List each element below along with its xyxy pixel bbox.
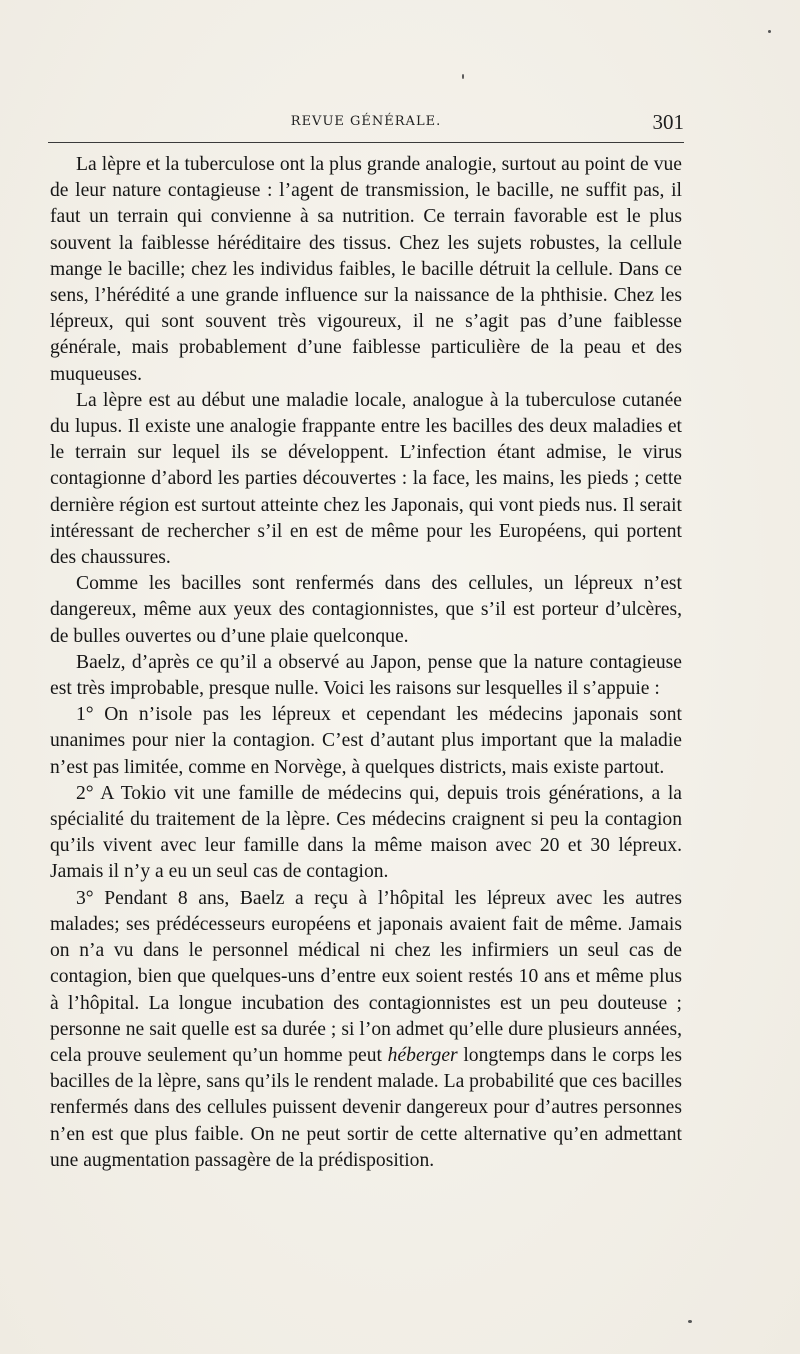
paragraph: La lèpre est au début une maladie locale, analogue à la tuberculose cutanée du lupus. Il existe une analogie frappante entre les bacilles des deux maladies et le terrain sur lequel ils se développent. L’infection étant admise, le virus contagionne d’abord les parties découvertes : la face, les mains, les pieds ; cette dernière région est surtout atteinte chez les Japonais, qui vont pieds nus. Il serait intéressant de rechercher s’il en est de même pour les Européens, qui portent des chaussures. [50, 389, 682, 569]
body-text [50, 152, 682, 1174]
running-header [48, 110, 684, 138]
ink-speck [768, 30, 771, 33]
paragraph-text-after: longtemps dans le corps les bacilles de la lèpre, sans qu’ils le rendent malade. La probabilité que ces bacilles renfermés dans des cellules puissent devenir dangereux pour d’autres personnes n’en est que plus faible. On ne peut sortir de cette alternative qu’en admettant une augmentation passagère de la prédisposition. [50, 1044, 682, 1171]
running-title: REVUE GÉNÉRALE. [290, 114, 442, 129]
paragraph-item-2: 2° A Tokio vit une famille de médecins qui, depuis trois générations, a la spécialité du traitement de la lèpre. Ces médecins craignent si peu la contagion qu’ils vivent avec leur famille dans la même maison avec 20 et 30 lépreux. Jamais il n’y a eu un seul cas de contagion. [50, 782, 682, 883]
page-number: 301 [652, 110, 684, 134]
paragraph-item-1: 1° On n’isole pas les lépreux et cependant les médecins japonais sont unanimes pour nier la contagion. C’est d’autant plus important que la maladie n’est pas limitée, comme en Norvège, à quelques districts, mais existe partout. [50, 704, 682, 778]
italic-word: héberger [387, 1044, 458, 1066]
paragraph-text-before: 3° Pendant 8 ans, Baelz a reçu à l’hôpital les lépreux avec les autres malades; ses prédécesseurs européens et japonais avaient fait de même. Jamais on n’a vu dans le personnel médical ni chez les infirmiers un seul cas de contagion, bien que quelques-uns d’entre eux soient restés 10 ans et même plus à l’hôpital. La longue incubation des contagionnistes est un peu douteuse ; personne ne sait quelle est sa durée ; si l’on admet qu’elle dure plusieurs années, cela prouve seulement qu’un homme peut [50, 887, 682, 1066]
ink-speck [688, 1320, 692, 1323]
ink-speck [462, 74, 464, 79]
paragraph: La lèpre et la tuberculose ont la plus grande analogie, surtout au point de vue de leur nature contagieuse : l’agent de transmission, le bacille, ne suffit pas, il faut un terrain qui convienne à sa nutrition. Ce terrain favorable est le plus souvent la faiblesse héréditaire des tissus. Chez les sujets robustes, la cellule mange le bacille; chez les individus faibles, le bacille détruit la cellule. Dans ce sens, l’hérédité a une grande influence sur la naissance de la phthisie. Chez les lépreux, qui sont souvent très vigoureux, il ne s’agit pas d’une faiblesse générale, mais probablement d’une faiblesse particulière de la peau et des muqueuses. [50, 154, 682, 385]
paragraph-item-3 [50, 886, 682, 1174]
paragraph: Comme les bacilles sont renfermés dans des cellules, un lépreux n’est dangereux, même aux yeux des contagionnistes, que s’il est porteur d’ulcères, de bulles ouvertes ou d’une plaie quelconque. [50, 573, 682, 647]
header-rule [48, 142, 684, 143]
paragraph: Baelz, d’après ce qu’il a observé au Japon, pense que la nature contagieuse est très improbable, presque nulle. Voici les raisons sur lesquelles il s’appuie : [50, 651, 682, 700]
